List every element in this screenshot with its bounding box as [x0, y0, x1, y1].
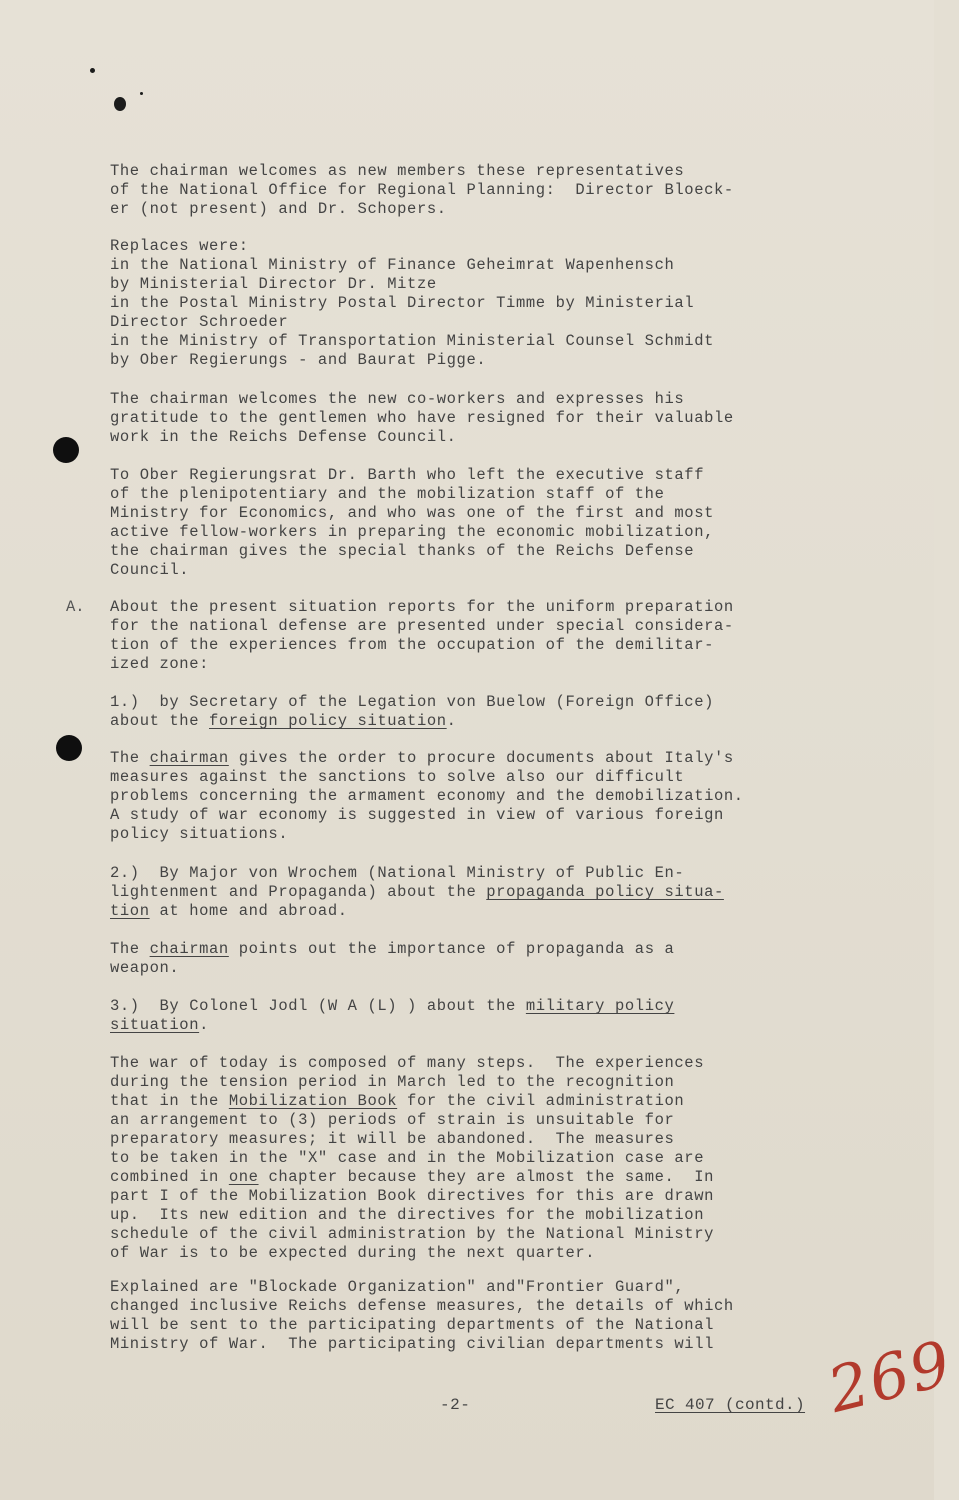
- document-reference: EC 407 (contd.): [655, 1396, 806, 1414]
- paragraph-welcome-coworkers: The chairman welcomes the new co-workers and expresses his gratitude to the gentlemen who have resigned for their valuable work in the Reichs Defense Council.: [110, 390, 734, 446]
- punch-hole-upper: [53, 437, 79, 463]
- paragraph-propaganda: The chairman points out the importance of propaganda as a weapon.: [110, 940, 675, 977]
- paragraph-item-2: 2.) By Major von Wrochem (National Ministry of Public En- lightenment and Propaganda) about the propaganda policy situa- tion at home and abroad.: [110, 864, 724, 920]
- paragraph-thanks-barth: To Ober Regierungsrat Dr. Barth who left the executive staff of the plenipotentiary and the mobilization staff of the Ministry for Economics, and who was one of the first and most active fellow-workers in preparing the economic mobilization, the chairman gives the special thanks of the Reichs Defense Council.: [110, 466, 714, 579]
- punch-hole-lower: [56, 735, 82, 761]
- paragraph-item-3: 3.) By Colonel Jodl (W A (L) ) about the military policy situation.: [110, 997, 675, 1034]
- paragraph-blockade: Explained are "Blockade Organization" and"Frontier Guard", changed inclusive Reichs defense measures, the details of which will be sent to the participating departments of the National Ministry of War. The participating civilian departments will: [110, 1278, 734, 1353]
- paragraph-italy-measures: The chairman gives the order to procure documents about Italy's measures against the sanctions to solve also our difficult problems concerning the armament economy and the demobilization. A study of war economy is suggested in view of various foreign policy situations.: [110, 749, 744, 843]
- paragraph-situation-reports: About the present situation reports for the uniform preparation for the national defense are presented under special considera- tion of the experiences from the occupation of the demilitar- ized zone:: [110, 598, 734, 673]
- ink-dot: [140, 92, 143, 95]
- paragraph-replacements: Replaces were: in the National Ministry of Finance Geheimrat Wapenhensch by Ministerial Director Dr. Mitze in the Postal Ministry Postal Director Timme by Ministerial Director Schroeder in the Ministry of Transportation Ministerial Counsel Schmidt by Ober Regierungs - and Baurat Pigge.: [110, 237, 714, 369]
- ink-dot: [90, 68, 95, 73]
- paragraph-new-members: The chairman welcomes as new members these representatives of the National Office for Regional Planning: Director Bloeck- er (not present) and Dr. Schopers.: [110, 162, 734, 218]
- page-number: -2-: [440, 1396, 471, 1414]
- paragraph-war-today: The war of today is composed of many steps. The experiences during the tension period in March led to the recognition that in the Mobilization Book for the civil administration an arrangement to (3) periods of strain is unsuitable for preparatory measures; it will be abandoned. The measures to be taken in the "X" case and in the Mobilization case are combined in one chapter because they are almost the same. In part I of the Mobilization Book directives for this are drawn up. Its new edition and the directives for the mobilization schedule of the civil administration by the National Ministry of War is to be expected during the next quarter.: [110, 1054, 715, 1262]
- ink-blot: [114, 97, 126, 111]
- paragraph-item-1: 1.) by Secretary of the Legation von Buelow (Foreign Office) about the foreign policy situation.: [110, 693, 714, 730]
- section-marker: A.: [66, 598, 85, 616]
- handwritten-page-number: 269: [821, 1326, 959, 1427]
